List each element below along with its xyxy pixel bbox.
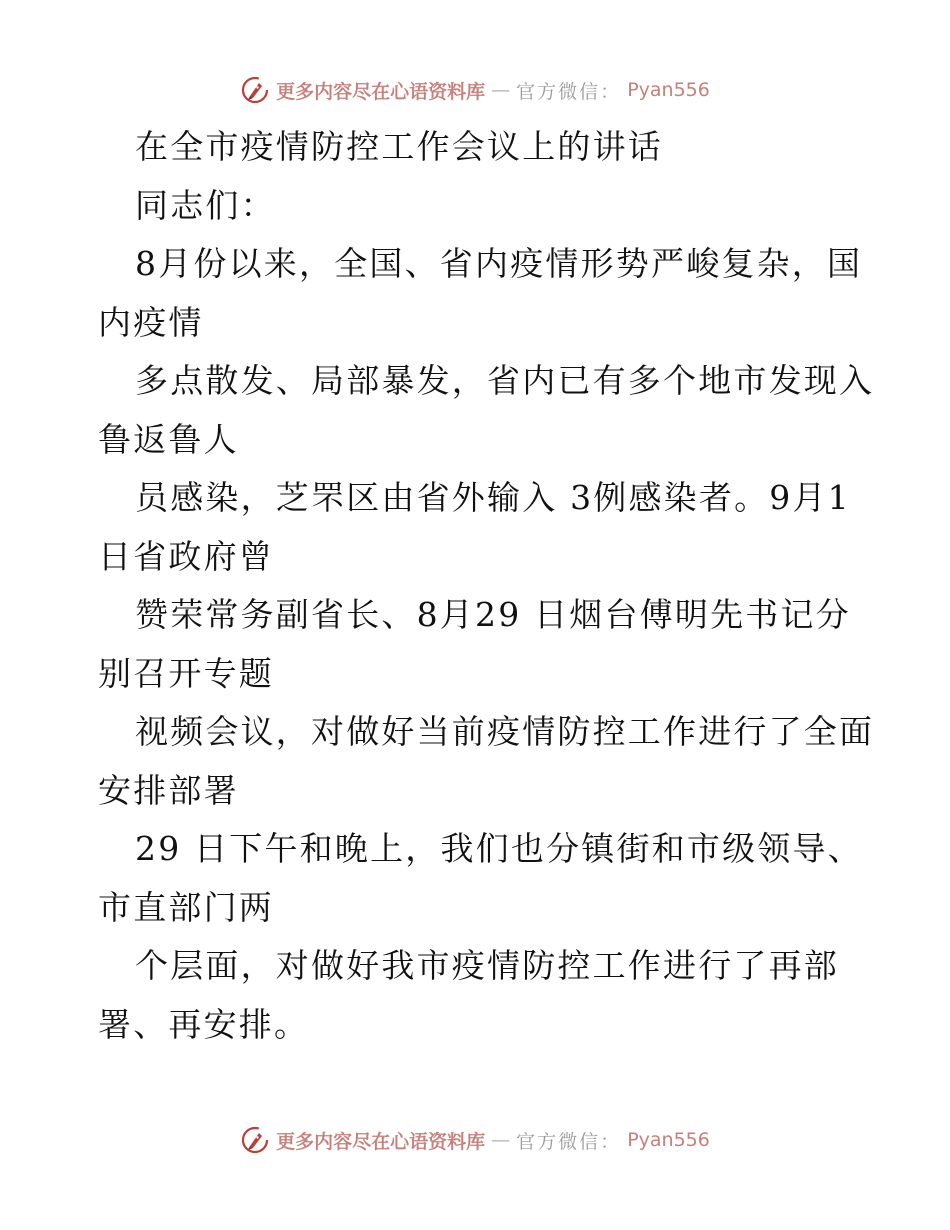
text-line: 日省政府曾 <box>98 536 274 576</box>
page-header-banner <box>0 70 950 110</box>
text-line: 别召开专题 <box>98 653 274 693</box>
header-wechat-label: 官方微信： <box>516 80 622 103</box>
header-dash: — <box>491 79 511 101</box>
footer-dash: — <box>491 1129 511 1151</box>
header-wechat-id: Pyan556 <box>627 79 710 101</box>
text-line: 鲁返鲁人 <box>98 419 239 459</box>
pen-nib-logo-icon <box>240 1125 270 1155</box>
footer-site-text: 更多内容尽在心语资料库 <box>276 1130 486 1153</box>
salutation: 同志们： <box>135 185 276 225</box>
text-line: 市直部门两 <box>98 887 274 927</box>
text-line: 视频会议，对做好当前疫情防控工作进行了全面 <box>135 712 875 751</box>
footer-wechat-id: Pyan556 <box>627 1129 710 1151</box>
page-footer-banner <box>0 1120 950 1160</box>
text-line: 署、再安排。 <box>98 1004 310 1044</box>
text-line: 赞荣常务副省长、8月29 日烟台傅明先书记分 <box>135 595 851 634</box>
text-line: 29 日下午和晚上，我们也分镇街和市级领导、 <box>135 829 863 868</box>
text-line: 8月份以来，全国、省内疫情形势严峻复杂，国 <box>135 244 863 283</box>
doc-title: 在全市疫情防控工作会议上的讲话 <box>135 127 663 166</box>
pen-nib-logo-icon <box>240 75 270 105</box>
footer-wechat-label: 官方微信： <box>516 1130 622 1153</box>
text-line: 员感染，芝罘区由省外输入 3例感染者。9月1 <box>135 478 851 517</box>
document-body <box>98 118 875 1054</box>
text-line: 个层面，对做好我市疫情防控工作进行了再部 <box>135 946 839 985</box>
header-site-text: 更多内容尽在心语资料库 <box>276 80 486 103</box>
text-line: 内疫情 <box>98 302 204 342</box>
text-line: 多点散发、局部暴发，省内已有多个地市发现入 <box>135 361 875 400</box>
text-line: 安排部署 <box>98 770 239 810</box>
